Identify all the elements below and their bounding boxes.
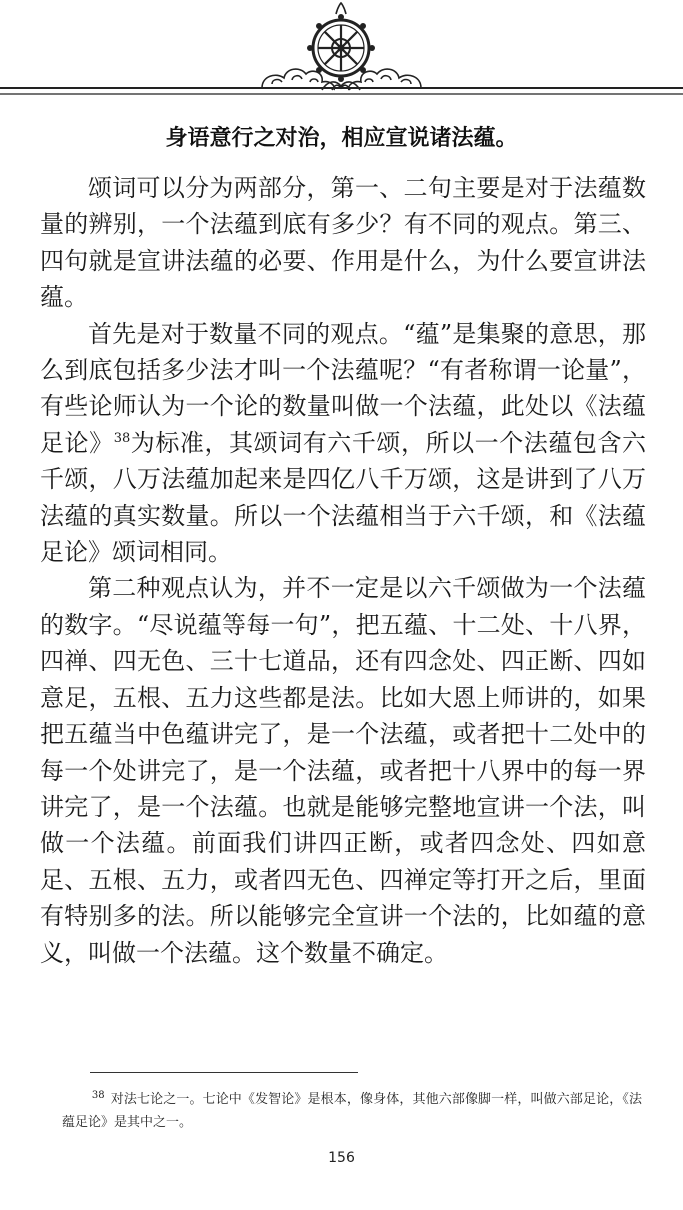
paragraph-text: 首先是对于数量不同的观点。“蕴”是集聚的意思，那么到底包括多少法才叫一个法蕴呢？“有者称谓一论量”，有些论师认为一个论的数量叫做一个法蕴，此处以《法蕴足论》 bbox=[40, 319, 646, 457]
footnote-number: 38 bbox=[91, 1090, 105, 1101]
page-number: 156 bbox=[328, 1150, 355, 1166]
paragraph: 颂词可以分为两部分，第一、二句主要是对于法蕴数量的辨别，一个法蕴到底有多少？有不同的观点。第三、四句就是宣讲法蕴的必要、作用是什么，为什么要宣讲法蕴。 bbox=[40, 174, 646, 312]
paragraph-text: 为标准，其颂词有六千颂，所以一个法蕴包含六千颂，八万法蕴加起来是四亿八千万颂，这是讲到了八万法蕴的真实数量。所以一个法蕴相当于六千颂，和《法蕴足论》颂词相同。 bbox=[40, 428, 647, 567]
header-ornament bbox=[0, 0, 683, 105]
footnote-text: 对法七论之一。七论中《发智论》是根本，像身体，其他六部像脚一样，叫做六部足论，《法蕴足论》是其中之一。 bbox=[62, 1092, 642, 1130]
body-text bbox=[40, 170, 646, 971]
paragraph bbox=[40, 316, 646, 571]
footnote-divider bbox=[90, 1072, 358, 1073]
section-title: 身语意行之对治，相应宣说诸法蕴。 bbox=[165, 126, 518, 151]
cloud-right-icon bbox=[349, 69, 421, 90]
footnote bbox=[62, 1084, 642, 1134]
paragraph: 第二种观点认为，并不一定是以六千颂做为一个法蕴的数字。“尽说蕴等每一句”，把五蕴、十二处、十八界，四禅、四无色、三十七道品，还有四念处、四正断、四如意足，五根、五力这些都是法。比如大恩上师讲的，如果把五蕴当中色蕴讲完了，是一个法蕴，或者把十二处中的每一个处讲完了，是一个法蕴，或者把十八界中的每一界讲完了，是一个法蕴。也就是能够完整地宣讲一个法，叫做一个法蕴。前面我们讲四正断，或者四念处、四如意足、五根、五力，或者四无色、四禅定等打开之后，里面有特别多的法。所以能够完全宣讲一个法的，比如蕴的意义，叫做一个法蕴。这个数量不确定。 bbox=[40, 574, 646, 967]
footnote-reference[interactable]: 38 bbox=[113, 430, 131, 446]
dharma-wheel-icon bbox=[307, 3, 375, 82]
